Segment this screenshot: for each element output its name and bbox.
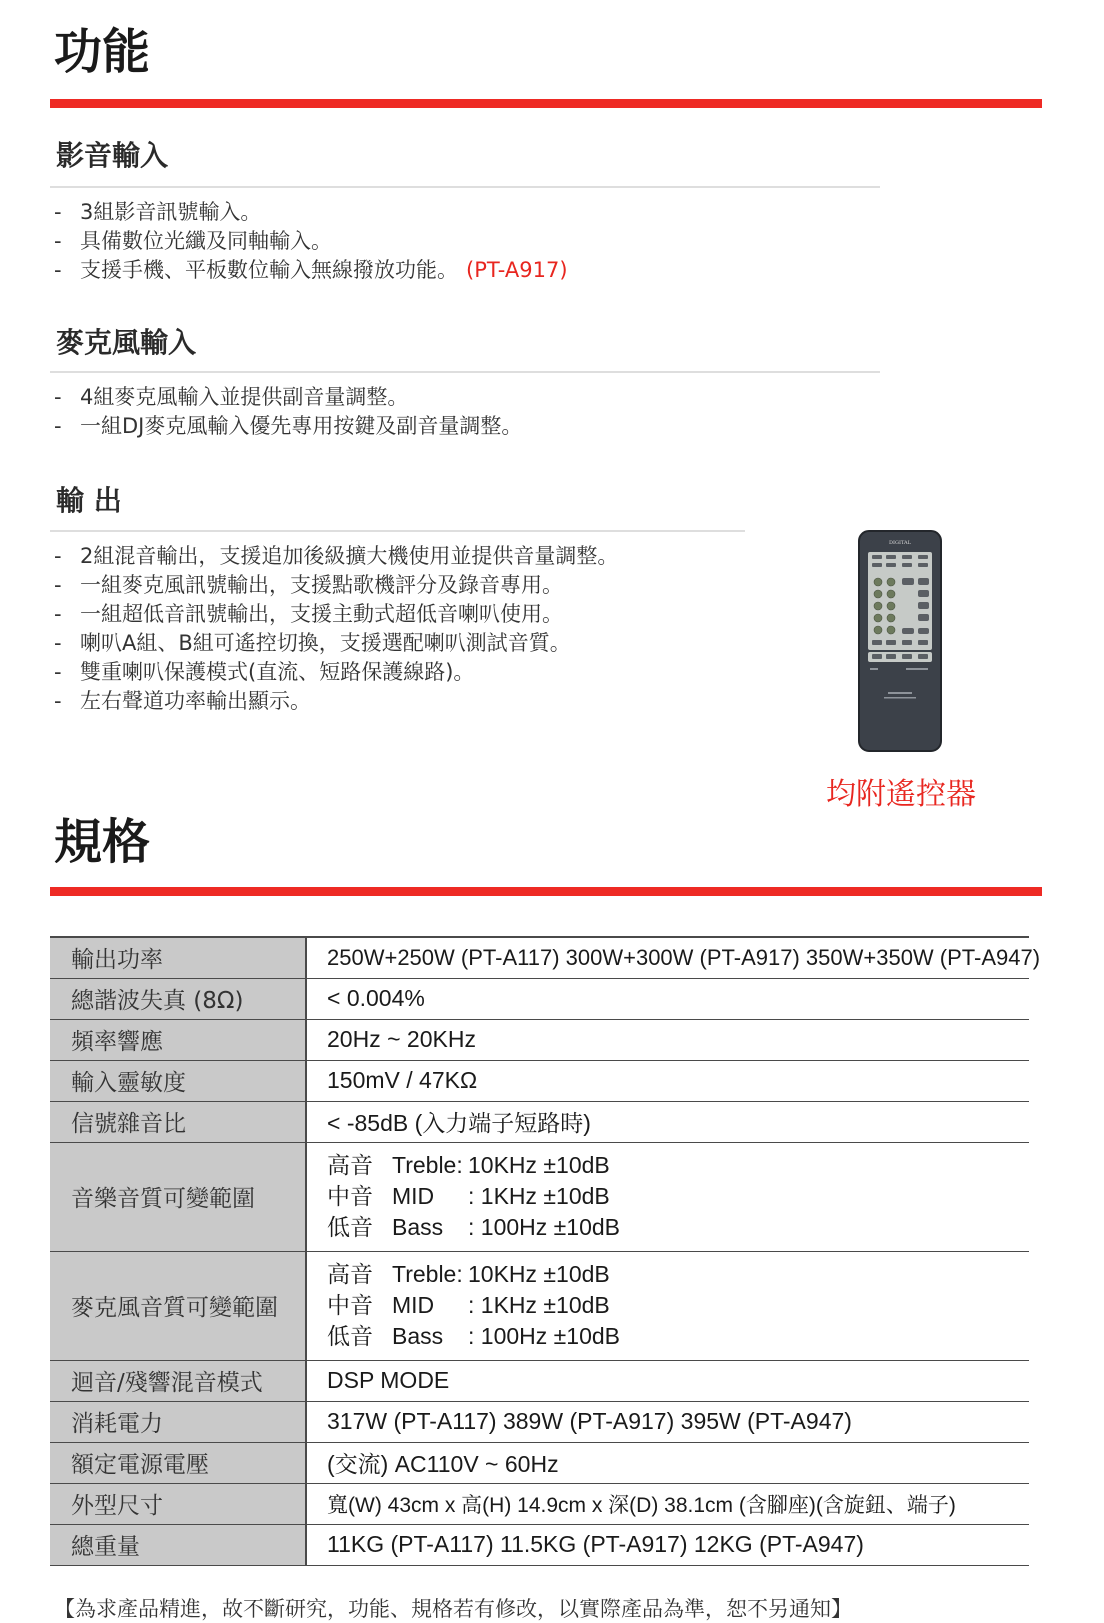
list-item: - 一組麥克風訊號輸出，支援點歌機評分及錄音專用。 [54,573,563,597]
table-row [50,1524,1029,1565]
spec-label: 音樂音質可變範圍 [50,1142,306,1251]
eq-line: 低音 Bass : 100Hz ±10dB [327,1323,620,1349]
eq-line: 高音 Treble: 10KHz ±10dB [327,1152,610,1178]
mic-input-list [54,383,522,441]
list-item: - 4組麥克風輸入並提供副音量調整。 [54,385,409,409]
section-rule [50,186,880,188]
spec-value: (交流) AC110V ~ 60Hz [306,1442,1029,1483]
section-title-av-input: 影音輸入 [56,139,169,172]
spec-label: 信號雜音比 [50,1101,306,1142]
spec-value: 150mV / 47KΩ [306,1060,1029,1101]
spec-label: 外型尺寸 [50,1483,306,1524]
spec-label: 麥克風音質可變範圍 [50,1251,306,1360]
table-row [50,1101,1029,1142]
section-rule [50,530,745,532]
spec-value: 11KG (PT-A117) 11.5KG (PT-A917) 12KG (PT-A947) [306,1524,1029,1565]
spec-value [306,1142,1029,1251]
spec-label: 輸出功率 [50,937,306,978]
section-title-mic-input: 麥克風輸入 [56,326,197,359]
model-note: (PT-A917) [466,258,568,282]
av-input-list [54,198,568,285]
spec-label: 總諧波失真 (8Ω) [50,978,306,1019]
spec-value: < -85dB (入力端子短路時) [306,1101,1029,1142]
spec-label: 迴音/殘響混音模式 [50,1360,306,1401]
list-item: - 具備數位光纖及同軸輸入。 [54,229,332,253]
spec-value: 317W (PT-A117) 389W (PT-A917) 395W (PT-A947) [306,1401,1029,1442]
table-row [50,1142,1029,1251]
eq-line: 中音 MID : 1KHz ±10dB [327,1292,610,1318]
spec-label: 消耗電力 [50,1401,306,1442]
section-rule [50,371,880,373]
table-row [50,1060,1029,1101]
spec-table [50,936,1041,1566]
list-item: - 3組影音訊號輸入。 [54,200,262,224]
list-item: - 雙重喇叭保護模式(直流、短路保護線路)。 [54,660,475,684]
remote-caption: 均附遙控器 [826,777,976,812]
spec-value: 250W+250W (PT-A117) 300W+300W (PT-A917) 350W+350W (PT-A947) [306,937,1029,978]
spec-value: DSP MODE [306,1360,1029,1401]
spec-label: 輸入靈敏度 [50,1060,306,1101]
section-title-output: 輸 出 [56,484,122,517]
list-item: - 支援手機、平板數位輸入無線撥放功能。 (PT-A917) [54,258,568,282]
footnote: 【為求產品精進，故不斷研究，功能、規格若有修改，以實際產品為準，恕不另通知】 [54,1597,852,1621]
list-item: - 左右聲道功率輸出顯示。 [54,689,311,713]
list-item: - 一組超低音訊號輸出，支援主動式超低音喇叭使用。 [54,602,563,626]
spec-label: 頻率響應 [50,1019,306,1060]
list-item: - 一組DJ麥克風輸入優先專用按鍵及副音量調整。 [54,414,523,438]
eq-line: 低音 Bass : 100Hz ±10dB [327,1214,620,1240]
spec-value [306,1251,1029,1360]
spec-label: 總重量 [50,1524,306,1565]
spec-label: 額定電源電壓 [50,1442,306,1483]
table-row [50,1483,1029,1524]
spec-value: < 0.004% [306,978,1029,1019]
eq-line: 高音 Treble: 10KHz ±10dB [327,1261,610,1287]
table-row [50,1251,1029,1360]
table-row [50,1401,1029,1442]
remote-control-icon [858,530,942,752]
table-row [50,1360,1029,1401]
table-row [50,1019,1029,1060]
spec-value: 20Hz ~ 20KHz [306,1019,1029,1060]
table-row [50,978,1029,1019]
list-item: - 2組混音輸出，支援追加後級擴大機使用並提供音量調整。 [54,544,619,568]
eq-line: 中音 MID : 1KHz ±10dB [327,1183,610,1209]
table-row [50,1442,1029,1483]
specs-title: 規格 [54,814,151,870]
specs-title-bar [50,887,1042,896]
list-item: - 喇叭A組、B組可遙控切換，支援選配喇叭測試音質。 [54,631,571,655]
features-title: 功能 [54,24,151,80]
features-title-bar [50,99,1042,108]
spec-value: 寬(W) 43cm x 高(H) 14.9cm x 深(D) 38.1cm (含腳座)(含旋鈕、端子) [306,1483,1029,1524]
remote-brand: DIGITAL [889,540,911,546]
table-row [50,937,1029,978]
output-list [54,542,618,716]
